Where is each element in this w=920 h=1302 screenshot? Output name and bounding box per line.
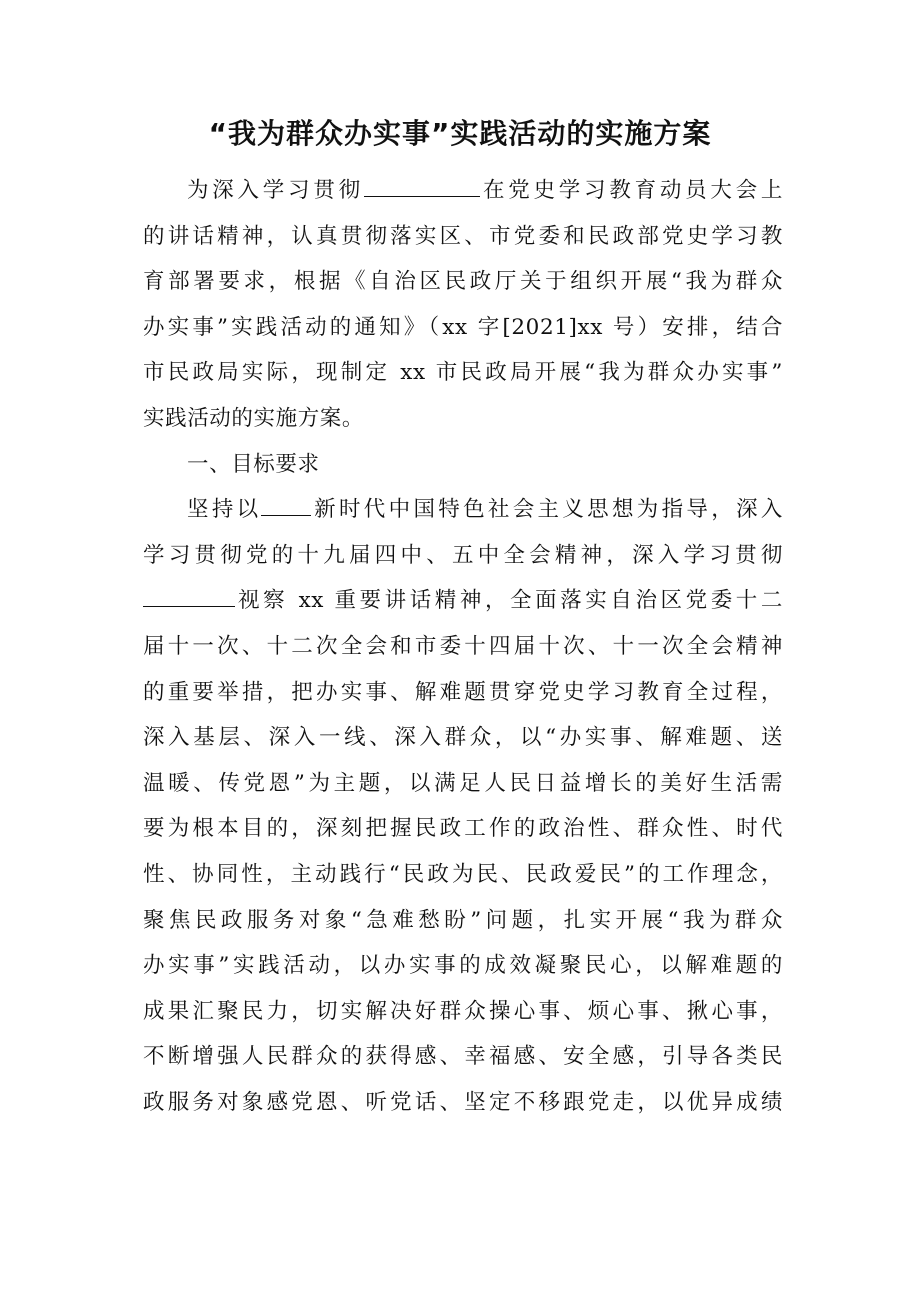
fill-in-blank bbox=[143, 584, 235, 607]
section-heading: 一、目标要求 bbox=[187, 451, 320, 477]
text-segment: 在党史学习教育动员大会上 bbox=[479, 178, 783, 203]
paragraph-line: 要为根本目的，深刻把握民政工作的政治性、群众性、时代 bbox=[143, 816, 783, 842]
document-title: “我为群众办实事”实践活动的实施方案 bbox=[208, 117, 712, 150]
paragraph-line: 温暖、传党恩”为主题，以满足人民日益增长的美好生活需 bbox=[143, 770, 783, 796]
paragraph-line: 的重要举措，把办实事、解难题贯穿党史学习教育全过程， bbox=[143, 679, 783, 705]
paragraph-line bbox=[143, 487, 783, 533]
paragraph-line: 性、协同性，主动践行“民政为民、民政爱民”的工作理念， bbox=[143, 861, 783, 887]
paragraph-line: 届十一次、十二次全会和市委十四届十次、十一次全会精神 bbox=[143, 633, 783, 659]
fill-in-blank bbox=[261, 493, 311, 516]
text-segment: 新时代中国特色社会主义思想为指导，深入 bbox=[311, 497, 783, 523]
paragraph-line bbox=[143, 578, 783, 624]
paragraph-line: 的讲话精神，认真贯彻落实区、市党委和民政部党史学习教 bbox=[143, 223, 783, 249]
paragraph-line: 办实事”实践活动，以办实事的成效凝聚民心，以解难题的 bbox=[143, 953, 783, 979]
fill-in-blank bbox=[364, 174, 480, 197]
paragraph-line: 实践活动的实施方案。 bbox=[143, 405, 365, 431]
paragraph-line: 育部署要求，根据《自治区民政厅关于组织开展“我为群众 bbox=[143, 269, 783, 295]
text-segment: 坚持以 bbox=[187, 497, 262, 523]
paragraph-line bbox=[143, 168, 783, 214]
text-segment: 为深入学习贯彻 bbox=[187, 178, 364, 203]
paragraph-line: 学习贯彻党的十九届四中、五中全会精神，深入学习贯彻 bbox=[143, 542, 783, 568]
paragraph-line: 市民政局实际，现制定 xx 市民政局开展“我为群众办实事” bbox=[143, 360, 783, 386]
document-body bbox=[143, 168, 783, 1125]
paragraph-line: 聚焦民政服务对象“急难愁盼”问题，扎实开展“我为群众 bbox=[143, 907, 783, 933]
paragraph-line: 政服务对象感党恩、听党话、坚定不移跟党走，以优异成绩 bbox=[143, 1089, 783, 1115]
paragraph-line: 不断增强人民群众的获得感、幸福感、安全感，引导各类民 bbox=[143, 1044, 783, 1070]
paragraph-line: 成果汇聚民力，切实解决好群众操心事、烦心事、揪心事， bbox=[143, 998, 783, 1024]
paragraph-line: 深入基层、深入一线、深入群众，以“办实事、解难题、送 bbox=[143, 725, 783, 751]
paragraph-line: 办实事”实践活动的通知》（xx 字[2021]xx 号）安排，结合 bbox=[143, 314, 783, 340]
text-segment: 视察 xx 重要讲话精神，全面落实自治区党委十二 bbox=[235, 588, 783, 614]
